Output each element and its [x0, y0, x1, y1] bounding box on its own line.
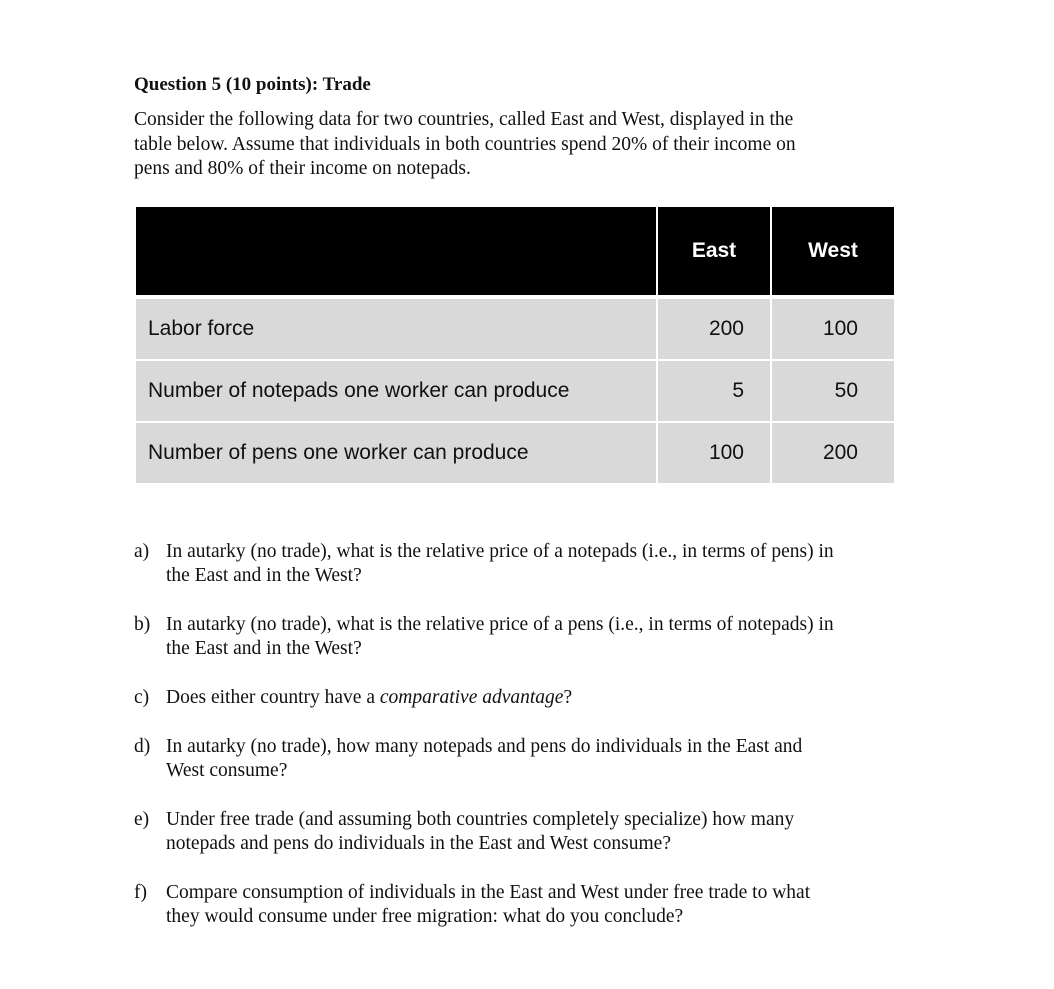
part-text-line: Compare consumption of individuals in the East and West under free trade to what	[166, 882, 811, 903]
part-text-line: notepads and pens do individuals in the East and West consume?	[166, 833, 671, 854]
part-text-line: Under free trade (and assuming both countries completely specialize) how many	[166, 809, 795, 830]
table-header-row	[135, 206, 895, 297]
table-row	[135, 422, 895, 484]
row-label: Labor force	[135, 297, 657, 360]
intro-line: table below. Assume that individuals in both countries spend 20% of their income on	[134, 133, 796, 155]
question-part-f	[134, 881, 904, 929]
question-title: Question 5 (10 points): Trade	[134, 74, 371, 95]
east-value: 100	[657, 422, 771, 484]
country-data-table	[134, 205, 896, 485]
part-text-line: In autarky (no trade), how many notepads and pens do individuals in the East and	[166, 736, 803, 757]
east-value: 5	[657, 360, 771, 422]
part-text-line	[166, 686, 904, 710]
question-intro	[134, 108, 874, 182]
part-text-line: West consume?	[166, 760, 288, 781]
header-west: West	[771, 206, 895, 297]
part-text-suffix: ?	[563, 687, 573, 708]
west-value: 200	[771, 422, 895, 484]
part-marker: f)	[134, 882, 147, 903]
part-marker: d)	[134, 736, 151, 757]
header-blank-cell	[135, 206, 657, 297]
part-text-line: the East and in the West?	[166, 638, 362, 659]
question-part-e	[134, 808, 904, 856]
question-part-c	[134, 686, 904, 710]
question-part-a	[134, 540, 904, 588]
part-text-prefix: Does either country have a	[166, 687, 380, 708]
header-east: East	[657, 206, 771, 297]
part-text-emphasis: comparative advantage	[379, 687, 564, 708]
intro-line: Consider the following data for two countries, called East and West, displayed in the	[134, 109, 794, 130]
part-text-line: In autarky (no trade), what is the relative price of a notepads (i.e., in terms of pens) in	[166, 541, 834, 562]
part-text-line: the East and in the West?	[166, 565, 362, 586]
row-label: Number of notepads one worker can produce	[135, 360, 657, 422]
question-part-b	[134, 613, 904, 661]
question-part-d	[134, 735, 904, 783]
part-marker: a)	[134, 541, 150, 562]
part-marker: e)	[134, 809, 150, 830]
question-parts-list	[134, 540, 904, 954]
part-marker: b)	[134, 614, 151, 635]
table-row	[135, 360, 895, 422]
part-text-line: they would consume under free migration: what do you conclude?	[166, 906, 684, 927]
part-marker: c)	[134, 687, 150, 708]
east-value: 200	[657, 297, 771, 360]
table-row	[135, 297, 895, 360]
west-value: 50	[771, 360, 895, 422]
intro-line: pens and 80% of their income on notepads.	[134, 158, 471, 179]
part-text-line: In autarky (no trade), what is the relative price of a pens (i.e., in terms of notepads) in	[166, 614, 834, 635]
west-value: 100	[771, 297, 895, 360]
row-label: Number of pens one worker can produce	[135, 422, 657, 484]
